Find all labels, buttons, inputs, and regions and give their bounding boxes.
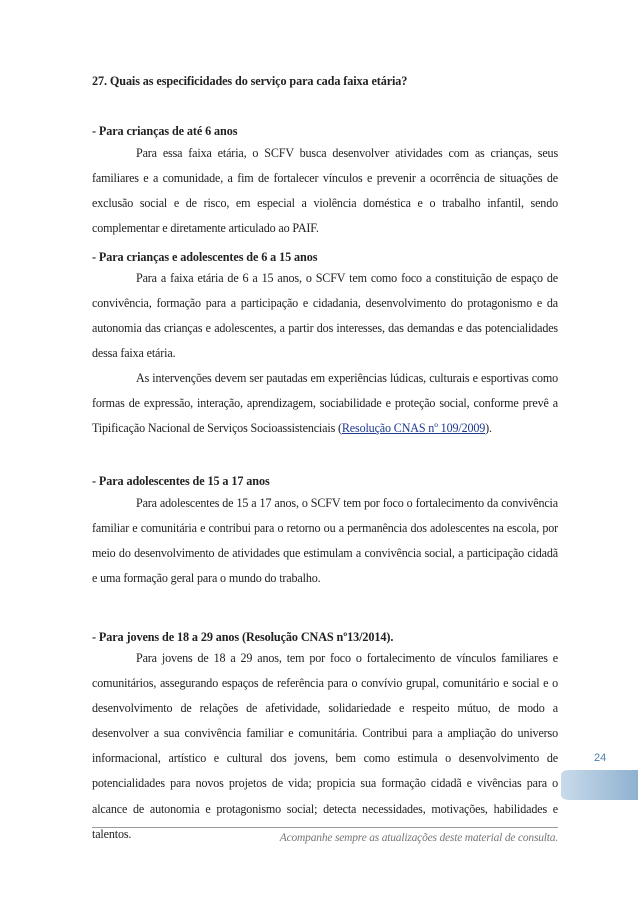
paragraph-children-6-15-a: Para a faixa etária de 6 a 15 anos, o SCFV tem como foco a constituição de espaço de convivência, formação para a participação e cidadania, desenvolvimento do protagonismo e da autonomia das crianças e adolescentes, a partir dos interesses, das demandas e das potencialidades dessa faixa etária. (92, 271, 558, 361)
section-title-children-6-15: - Para crianças e adolescentes de 6 a 15 anos (92, 250, 318, 264)
paragraph-children-0-6: Para essa faixa etária, o SCFV busca desenvolver atividades com as crianças, seus familiares e a comunidade, a fim de fortalecer vínculos e prevenir a ocorrência de situações de exclusão social e de risco, em especial a violência doméstica e o trabalho infantil, sendo complementar e diretamente articulado ao PAIF. (92, 146, 558, 236)
resolution-link[interactable]: Resolução CNAS nº 109/2009 (341, 421, 486, 436)
paragraph-adolescents-15-17: Para adolescentes de 15 a 17 anos, o SCFV tem por foco o fortalecimento da convivência familiar e comunitária e contribui para o retorno ou a permanência dos adolescentes na escola, por meio do desenvolvimento de atividades que estimulam a convivência social, a participação cidadã e uma formação geral para o mundo do trabalho. (92, 496, 558, 586)
page-tab-decoration (561, 770, 638, 800)
section-title-adolescents-15-17: - Para adolescentes de 15 a 17 anos (92, 474, 270, 488)
footer-note: Acompanhe sempre as atualizações deste material de consulta. (279, 832, 558, 844)
page-number: 24 (594, 752, 607, 764)
question-heading: 27. Quais as especificidades do serviço para cada faixa etária? (92, 74, 408, 88)
paragraph-youth-18-29: Para jovens de 18 a 29 anos, tem por foco o fortalecimento de vínculos familiares e comunitários, assegurando espaços de referência para o convívio grupal, comunitário e social e o desenvolvimento de relações de afetividade, solidariedade e respeito mútuo, de modo a desenvolver a sua convivência familiar e comunitária. Contribui para a ampliação do universo informacional, artístico e cultural dos jovens, bem como estimula o desenvolvimento de potencialidades para novos projetos de vida; propicia sua formação cidadã e vivências para o alcance de autonomia e protagonismo social; detecta necessidades, motivações, habilidades e talentos. (92, 651, 558, 841)
paragraph-children-6-15-b: As intervenções devem ser pautadas em experiências lúdicas, culturais e esportivas como formas de expressão, interação, aprendizagem, sociabilidade e proteção social, conforme prevê a Tipificação Nacional de Serviços Socioassistenciais (Resolução CNAS nº 109/2009). (92, 371, 558, 436)
footer-divider (92, 827, 558, 828)
section-title-children-0-6: - Para crianças de até 6 anos (92, 124, 238, 138)
section-title-youth-18-29: - Para jovens de 18 a 29 anos (Resolução CNAS nº13/2014). (92, 630, 394, 644)
